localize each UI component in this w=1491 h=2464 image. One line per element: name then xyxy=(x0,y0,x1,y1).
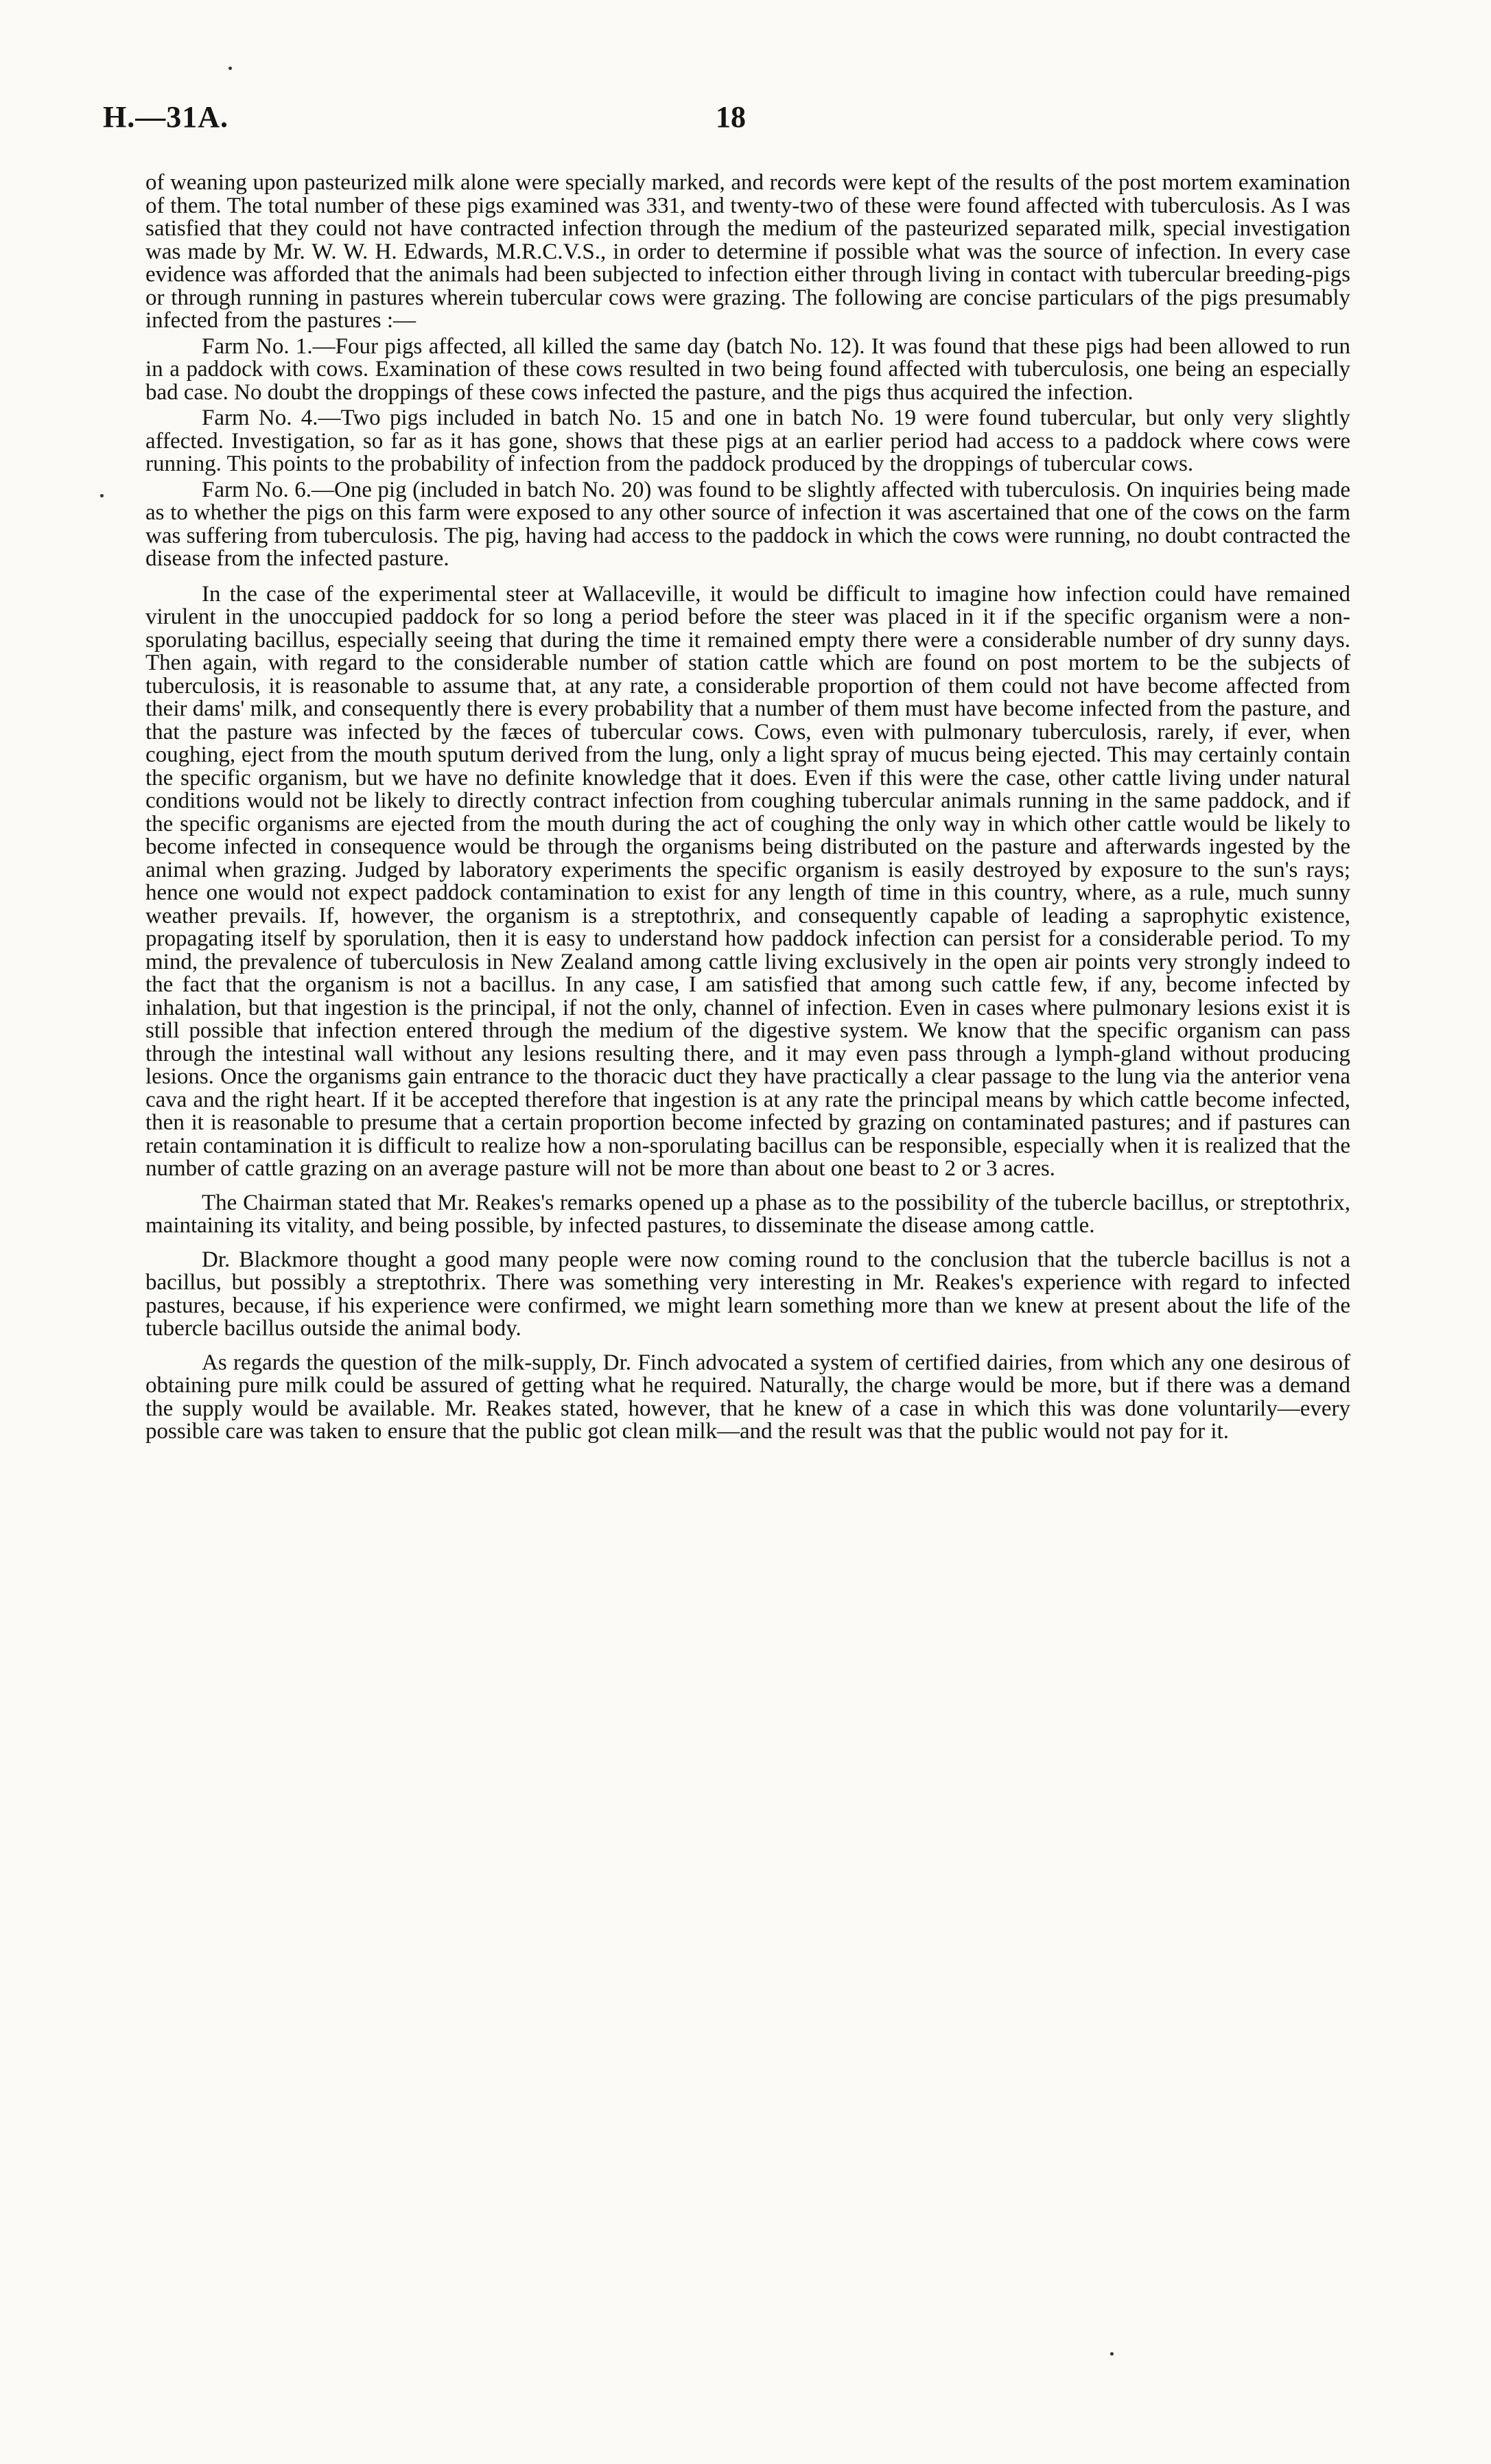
body-text xyxy=(145,172,1350,1444)
paragraph-farm-4: Farm No. 4.—Two pigs included in batch No. 15 and one in batch No. 19 were found tubercular, but only very slightly affected. Investigation, so far as it has gone, shows that these pigs at an earlier period had access to a paddock where cows were running. This points to the probability of infection from the paddock produced by the droppings of tubercular cows. xyxy=(145,406,1350,476)
paragraph-milk-supply: As regards the question of the milk-supply, Dr. Finch advocated a system of certified dairies, from which any one desirous of obtaining pure milk could be assured of getting what he required. Naturally, the charge would be more, but if there was a demand the supply would be available. Mr. Reakes stated, however, that he knew of a case in which this was done voluntarily—every possible care was taken to ensure that the public got clean milk—and the result was that the public would not pay for it. xyxy=(145,1350,1350,1444)
scan-speck xyxy=(100,494,104,497)
paragraph-farm-1: Farm No. 1.—Four pigs affected, all killed the same day (batch No. 12). It was found that these pigs had been allowed to run in a paddock with cows. Examination of these cows resulted in two being found affected with tuberculosis, one being an especially bad case. No doubt the droppings of these cows infected the pasture, and the pigs thus acquired the infection. xyxy=(145,333,1350,405)
document-reference: H.—31A. xyxy=(103,100,228,134)
paragraph-dr-blackmore: Dr. Blackmore thought a good many people were now coming round to the conclusion that the tubercle bacillus is not a bacillus, but possibly a streptothrix. There was something very interesting in Mr. Reakes's experience with regard to infected pastures, because, if his experience were confirmed, we might learn something more than we knew at present about the life of the tubercle bacillus outside the animal body. xyxy=(145,1247,1350,1341)
page-number: 18 xyxy=(716,100,746,134)
scan-speck xyxy=(228,67,232,70)
paragraph-wallaceville-steer: In the case of the experimental steer at Wallaceville, it would be difficult to imagine how infection could have remained virulent in the unoccupied paddock for so long a period before the steer was placed in it if the specific organism were a non-sporulating bacillus, especially seeing that during the time it remained empty there were a considerable number of dry sunny days. Then again, with regard to the considerable number of station cattle which are found on post mortem to be the subjects of tuberculosis, it is reasonable to assume that, at any rate, a considerable proportion of them could not have become affected from their dams' milk, and consequently there is every probability that a number of them must have become infected from the pasture, and that the pasture was infected by the fæces of tubercular cows. Cows, even with pulmonary tuberculosis, rarely, if ever, when coughing, eject from the mouth sputum derived from the lung, only a light spray of mucus being ejected. This may certainly contain the specific organism, but we have no definite knowledge that it does. Even if this were the case, other cattle living under natural conditions would not be likely to directly contract infection from coughing tubercular animals running in the same paddock, and if the specific organisms are ejected from the mouth during the act of coughing the only way in which other cattle would be likely to become infected in consequence would be through the organisms being distributed on the pasture and afterwards ingested by the animal when grazing. Judged by laboratory experiments the specific organism is easily destroyed by exposure to the sun's rays; hence one would not expect paddock contamination to exist for any length of time in this country, where, as a rule, much sunny weather prevails. If, however, the organism is a streptothrix, and consequently capable of leading a saprophytic existence, propagating itself by sporulation, then it is easy to understand how paddock infection can persist for a considerable period. To my mind, the prevalence of tuberculosis in New Zealand among cattle living exclusively in the open air points very strongly indeed to the fact that the organism is not a bacillus. In any case, I am satisfied that among such cattle few, if any, become infected by inhalation, but that ingestion is the principal, if not the only, channel of infection. Even in cases where pulmonary lesions exist it is still possible that infection entered through the medium of the digestive system. We know that the specific organism can pass through the intestinal wall without any lesions resulting there, and it may even pass through a lymph-gland without producing lesions. Once the organisms gain entrance to the thoracic duct they have practically a clear passage to the lung via the anterior vena cava and the right heart. If it be accepted therefore that ingestion is at any rate the principal means by which cattle become infected, then it is reasonable to presume that a certain proportion become infected by grazing on contaminated pastures; and if pastures can retain contamination it is difficult to realize how a non-sporulating bacillus can be responsible, especially when it is realized that the number of cattle grazing on an average pasture will not be more than about one beast to 2 or 3 acres. xyxy=(145,581,1350,1181)
paragraph-farm-6: Farm No. 6.—One pig (included in batch No. 20) was found to be slightly affected with tuberculosis. On inquiries being made as to whether the pigs on this farm were exposed to any other source of infection it was ascertained that one of the cows on the farm was suffering from tuberculosis. The pig, having had access to the paddock in which the cows were running, no doubt contracted the disease from the infected pasture. xyxy=(145,477,1350,571)
scan-speck xyxy=(1110,2352,1114,2356)
paragraph-chairman: The Chairman stated that Mr. Reakes's remarks opened up a phase as to the possibility of the tubercle bacillus, or streptothrix, maintaining its vitality, and being possible, by infected pastures, to disseminate the disease among cattle. xyxy=(145,1190,1350,1238)
paragraph-continued: of weaning upon pasteurized milk alone were specially marked, and records were kept of the results of the post mortem examination of them. The total number of these pigs examined was 331, and twenty-two of these were found affected with tuberculosis. As I was satisfied that they could not have contracted infection through the medium of the pasteurized separated milk, special investigation was made by Mr. W. W. H. Edwards, M.R.C.V.S., in order to determine if possible what was the source of infection. In every case evidence was afforded that the animals had been subjected to infection either through living in contact with tubercular breeding-pigs or through running in pastures wherein tubercular cows were grazing. The following are concise particulars of the pigs presumably infected from the pastures :— xyxy=(145,170,1350,333)
page-header xyxy=(103,99,1359,141)
